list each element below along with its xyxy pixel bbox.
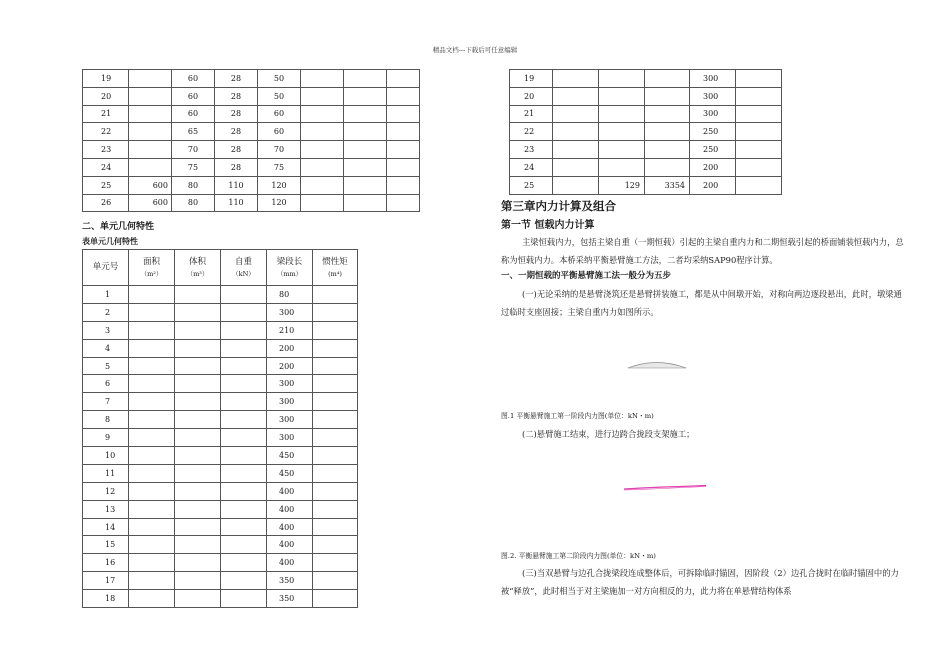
table-cell [313,536,358,554]
figure-caption-2: 图.2. 平衡悬臂施工第二阶段内力图(单位：kN・m) [501,552,656,560]
table-cell [221,500,267,518]
table-cell [736,176,782,194]
table-cell [221,572,267,590]
table-cell: 450 [267,447,313,465]
table-cell [129,357,175,375]
table-cell [221,536,267,554]
table-cell: 250 [690,141,736,159]
table-cell [344,105,387,123]
table-cell [129,500,175,518]
table-header-cell [313,250,358,286]
table-cell [175,500,221,518]
table-cell [129,411,175,429]
table-cell: 11 [83,464,129,482]
table-row [83,500,358,518]
table-cell: 75 [258,158,301,176]
table-row [83,375,358,393]
table-cell [175,482,221,500]
table-cell: 300 [690,70,736,88]
table-cell [221,339,267,357]
table-cell: 22 [510,123,553,141]
table-cell: 200 [267,357,313,375]
table-cell: 450 [267,464,313,482]
header-label: 面积 [142,256,160,267]
table-cell [387,158,420,176]
table-cell: 250 [690,123,736,141]
table-cell [553,158,599,176]
table-row [510,105,782,123]
table-cell [553,105,599,123]
table-cell: 300 [267,375,313,393]
paragraph-step2: (二)悬臂施工结束，进行边跨合拢段支架施工； [522,429,695,439]
table-row [83,447,358,465]
table-cell [175,375,221,393]
table-cell [301,176,344,194]
table-cell [344,158,387,176]
table-cell [221,393,267,411]
table-cell [313,464,358,482]
table-cell [175,393,221,411]
table-cell [129,464,175,482]
table-cell [129,321,175,339]
table-cell: 24 [510,158,553,176]
table-cell [301,194,344,212]
header-unit: (m⁴) [328,270,342,279]
table-cell: 2 [83,303,129,321]
table-cell: 16 [83,554,129,572]
table-cell [175,411,221,429]
table-cell [301,87,344,105]
table-caption: 表单元几何特性 [82,236,138,246]
table-cell: 17 [83,572,129,590]
table-cell: 400 [267,482,313,500]
table-header-cell [267,250,313,286]
element-table-continued [82,69,420,212]
table-cell [129,482,175,500]
header-unit: （kN） [232,270,255,279]
table-cell [221,464,267,482]
table-cell: 300 [267,303,313,321]
table-cell [175,554,221,572]
table-row [83,590,358,608]
figure-caption-1: 图.1 平衡悬臂施工第一阶段内力图(单位：kN・m) [501,412,654,420]
table-cell: 4 [83,339,129,357]
element-geometry-table [82,249,358,608]
table-cell [645,70,690,88]
table-cell [129,590,175,608]
moment-diagram-stage1 [626,357,688,371]
table-cell [344,70,387,88]
table-cell: 28 [215,105,258,123]
table-cell [387,141,420,159]
table-cell: 19 [83,70,129,88]
table-cell [129,286,175,304]
table-cell [129,339,175,357]
table-cell: 60 [172,70,215,88]
table-cell: 21 [83,105,129,123]
table-cell: 21 [510,105,553,123]
table-cell [313,518,358,536]
table-cell [129,447,175,465]
table-cell: 350 [267,572,313,590]
table-cell: 24 [83,158,129,176]
table-row [83,464,358,482]
table-cell: 9 [83,429,129,447]
table-cell: 14 [83,518,129,536]
table-cell [736,87,782,105]
table-cell [221,518,267,536]
table-cell [129,158,172,176]
table-cell [313,357,358,375]
table-cell [736,123,782,141]
table-cell [175,357,221,375]
table-cell [553,123,599,141]
table-cell: 80 [172,176,215,194]
table-cell [301,141,344,159]
table-cell [645,158,690,176]
table-cell: 60 [258,105,301,123]
table-cell: 8 [83,411,129,429]
table-cell [736,141,782,159]
table-row [83,554,358,572]
table-cell [129,87,172,105]
table-cell: 7 [83,393,129,411]
table-cell [344,176,387,194]
table-cell: 300 [690,105,736,123]
table-cell [301,123,344,141]
table-header-cell [129,250,175,286]
table-cell: 350 [267,590,313,608]
table-cell: 70 [172,141,215,159]
table-cell [344,87,387,105]
table-cell [553,87,599,105]
header-unit: （mm） [276,270,303,279]
table-cell: 5 [83,357,129,375]
table-row [510,123,782,141]
table-cell: 50 [258,70,301,88]
table-cell [553,141,599,159]
table-cell: 600 [129,194,172,212]
section-title: 第一节 恒载内力计算 [501,220,595,231]
table-cell [301,158,344,176]
table-row [83,321,358,339]
table-cell: 120 [258,176,301,194]
table-cell [175,590,221,608]
table-row [510,176,782,194]
table-cell [599,105,645,123]
table-cell [313,447,358,465]
table-cell [313,321,358,339]
table-cell [313,429,358,447]
table-cell [313,482,358,500]
table-row [83,176,420,194]
table-row [83,123,420,141]
table-cell: 110 [215,176,258,194]
table-cell [301,70,344,88]
table-cell [387,176,420,194]
table-cell: 25 [510,176,553,194]
table-cell [175,464,221,482]
table-cell: 60 [258,123,301,141]
table-cell [313,590,358,608]
table-cell [129,393,175,411]
table-cell: 300 [690,87,736,105]
table-cell [175,518,221,536]
table-cell: 25 [83,176,129,194]
table-cell [175,536,221,554]
table-cell: 6 [83,375,129,393]
table-cell: 19 [510,70,553,88]
table-cell [175,303,221,321]
table-cell [175,429,221,447]
table-cell [313,286,358,304]
table-cell [553,176,599,194]
table-cell: 400 [267,518,313,536]
table-cell [736,70,782,88]
table-cell: 18 [83,590,129,608]
table-cell: 28 [215,70,258,88]
table-cell [175,572,221,590]
chapter-title: 第三章内力计算及组合 [501,199,616,213]
table-cell: 80 [172,194,215,212]
table-cell [599,123,645,141]
table-cell: 50 [258,87,301,105]
table-cell [129,554,175,572]
table-row [83,536,358,554]
table-cell [344,123,387,141]
table-cell: 70 [258,141,301,159]
table-cell: 28 [215,123,258,141]
table-row [83,303,358,321]
table-cell [129,141,172,159]
table-cell [129,572,175,590]
header-label: 梁段长 [276,256,303,267]
table-cell [645,123,690,141]
paragraph-intro: 主梁恒载内力，包括主梁自重（一期恒载）引起的主梁自重内力和二期恒载引起的桥面铺装恒载内力，总称为恒载内力。本桥采纳平衡悬臂施工方法，二者均采纳SAP90程序计算。 [501,237,904,265]
table-row [83,572,358,590]
table-cell [175,339,221,357]
table-cell: 23 [83,141,129,159]
table-cell [599,87,645,105]
table-cell [129,536,175,554]
table-row [83,286,358,304]
table-row [83,393,358,411]
subsection-title: 一、一期恒载的平衡悬臂施工法一般分为五步 [501,271,672,281]
table-cell [221,303,267,321]
table-cell: 26 [83,194,129,212]
table-cell [129,105,172,123]
page-header: 精品文档---下载后可任意编辑 [432,46,518,54]
table-cell [344,194,387,212]
table-header-cell [221,250,267,286]
header-label: 体积 [188,256,206,267]
table-cell: 300 [267,429,313,447]
table-cell: 28 [215,87,258,105]
header-label: 惯性矩 [322,256,348,267]
table-cell: 65 [172,123,215,141]
table-cell: 75 [172,158,215,176]
table-cell [553,70,599,88]
table-cell: 600 [129,176,172,194]
table-cell [129,518,175,536]
table-row [510,141,782,159]
table-row [510,158,782,176]
table-cell [221,357,267,375]
table-cell: 28 [215,141,258,159]
table-cell [221,590,267,608]
table-cell: 20 [83,87,129,105]
table-cell [221,554,267,572]
table-cell: 10 [83,447,129,465]
table-cell [313,554,358,572]
table-cell [344,141,387,159]
table-cell: 400 [267,536,313,554]
paragraph-step3: (三)当双悬臂与边孔合拢梁段连成整体后，可拆除临时锚固，因阶段（2）边孔合拢时在临时锚固中的力被“释放”，此时相当于对主梁施加一对方向相反的力，此力将在单悬臂结构体系 [501,568,899,596]
table-cell [221,286,267,304]
table-row [510,70,782,88]
table-cell: 1 [83,286,129,304]
table-row [510,87,782,105]
table-cell: 28 [215,158,258,176]
table-cell [645,141,690,159]
table-cell: 60 [172,105,215,123]
table-cell [387,87,420,105]
table-cell [129,70,172,88]
table-cell [313,500,358,518]
table-cell: 400 [267,500,313,518]
table-cell [599,70,645,88]
table-cell: 15 [83,536,129,554]
header-unit: （m³） [186,270,209,279]
table-cell [599,141,645,159]
table-cell: 110 [215,194,258,212]
table-cell [129,375,175,393]
table-row [83,141,420,159]
table-cell [313,375,358,393]
table-row [83,158,420,176]
table-row [83,482,358,500]
table-row [83,429,358,447]
table-cell: 3354 [645,176,690,194]
header-unit: （m²） [140,270,163,279]
table-cell [221,411,267,429]
table-cell: 20 [510,87,553,105]
moment-diagram-stage2 [622,481,708,493]
table-cell: 129 [599,176,645,194]
table-cell: 300 [267,393,313,411]
element-table-right [509,69,782,195]
paragraph-step1: (一)无论采纳的是悬臂浇筑还是悬臂拼装施工，都是从中间墩开始，对称向两边逐段悬出，此时，墩梁通过临时支座固接；主梁自重内力如图所示。 [501,289,902,317]
table-cell [301,105,344,123]
table-cell: 400 [267,554,313,572]
table-header-cell [175,250,221,286]
table-cell [175,321,221,339]
table-cell: 23 [510,141,553,159]
table-cell [175,286,221,304]
table-cell: 13 [83,500,129,518]
table-cell [599,158,645,176]
table-cell: 80 [267,286,313,304]
table-cell: 3 [83,321,129,339]
table-header-cell [83,250,129,286]
table-cell [129,123,172,141]
table-cell [221,375,267,393]
table-cell [221,429,267,447]
table-row [83,105,420,123]
table-cell [645,87,690,105]
table-cell [387,194,420,212]
table-row [83,194,420,212]
table-cell: 200 [690,176,736,194]
table-cell [221,482,267,500]
table-cell: 120 [258,194,301,212]
table-cell: 12 [83,482,129,500]
table-cell [736,158,782,176]
table-cell [387,123,420,141]
table-cell: 200 [690,158,736,176]
table-cell [129,429,175,447]
table-cell [313,393,358,411]
table-row [83,518,358,536]
table-cell [313,339,358,357]
table-row [83,357,358,375]
table-row [83,70,420,88]
table-cell [313,303,358,321]
table-cell: 210 [267,321,313,339]
table-cell: 300 [267,411,313,429]
table-cell [387,105,420,123]
table-cell: 22 [83,123,129,141]
table-cell [736,105,782,123]
table-cell [387,70,420,88]
table-row [83,339,358,357]
table-cell [221,447,267,465]
table-cell [645,105,690,123]
table-cell [313,411,358,429]
table-cell [221,321,267,339]
header-label: 自重 [234,256,252,267]
table-cell [129,303,175,321]
header-label: 单元号 [92,262,119,273]
table-cell: 60 [172,87,215,105]
table-cell [313,572,358,590]
table-cell: 200 [267,339,313,357]
table-row [83,411,358,429]
table-row [83,87,420,105]
section-heading-geometry: 二、单元几何特性 [82,222,155,232]
table-cell [175,447,221,465]
